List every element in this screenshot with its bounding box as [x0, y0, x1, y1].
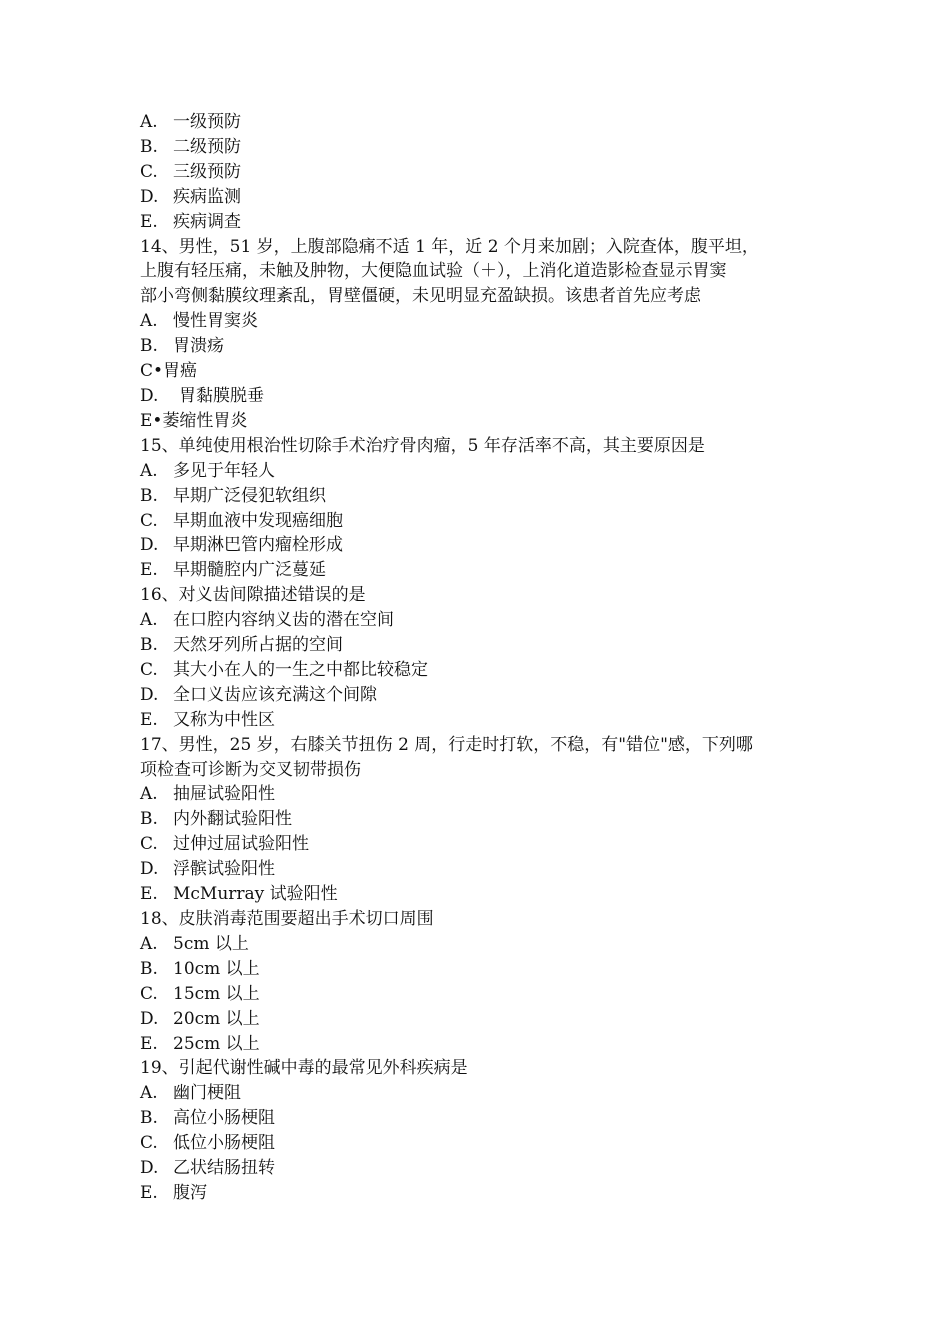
option-a: A. 多见于年轻人: [140, 460, 275, 481]
option-e: E. 又称为中性区: [140, 709, 275, 730]
question-stem: 部小弯侧黏膜纹理紊乱，胃壁僵硬，未见明显充盈缺损。该患者首先应考虑: [140, 286, 701, 307]
option-a: A. 慢性胃窦炎: [140, 311, 258, 332]
option-e: E. 疾病调查: [140, 211, 241, 232]
option-e: E. 25cm 以上: [140, 1033, 260, 1054]
option-c: C. 三级预防: [140, 161, 241, 182]
option-e: E. 早期髓腔内广泛蔓延: [140, 560, 326, 581]
question-stem: 14、男性，51 岁，上腹部隐痛不适 1 年，近 2 个月来加剧；入院查体，腹平坦，: [140, 236, 759, 257]
option-c: C. 其大小在人的一生之中都比较稳定: [140, 659, 428, 680]
option-a: A. 在口腔内容纳义齿的潜在空间: [140, 610, 394, 631]
question-stem: 项检查可诊断为交叉韧带损伤: [140, 759, 361, 780]
question-17: [140, 733, 820, 907]
question-stem: 15、单纯使用根治性切除手术治疗骨肉瘤，5 年存活率不高，其主要原因是: [140, 435, 705, 456]
option-d: D. 疾病监测: [140, 186, 241, 207]
question-stem: 上腹有轻压痛，未触及肿物，大便隐血试验（＋），上消化道造影检查显示胃窦: [140, 261, 727, 282]
option-b: B. 内外翻试验阳性: [140, 809, 292, 830]
option-e: E• 萎缩性胃炎: [140, 410, 248, 431]
option-c: C. 15cm 以上: [140, 983, 260, 1004]
option-b: B. 早期广泛侵犯软组织: [140, 485, 326, 506]
question-stem: 17、男性，25 岁，右膝关节扭伤 2 周，行走时打软，不稳，有"错位"感，下列哪: [140, 734, 753, 755]
option-e: E. 腹泻: [140, 1182, 207, 1203]
option-c: C. 过伸过屈试验阳性: [140, 834, 309, 855]
option-b: B. 二级预防: [140, 136, 241, 157]
option-d: D. 乙状结肠扭转: [140, 1158, 275, 1179]
question-15: [140, 434, 820, 583]
option-a: A. 幽门梗阻: [140, 1083, 241, 1104]
question-14: [140, 235, 820, 434]
question-stem: 16、对义齿间隙描述错误的是: [140, 585, 366, 606]
option-c: C• 胃癌: [140, 361, 198, 382]
option-d: D. 胃黏膜脱垂: [140, 385, 264, 406]
option-a: A. 5cm 以上: [140, 933, 249, 954]
question-19: [140, 1056, 820, 1205]
option-c: C. 低位小肠梗阻: [140, 1133, 275, 1154]
question-18: [140, 907, 820, 1056]
document-page: [140, 110, 820, 1206]
option-d: D. 早期淋巴管内瘤栓形成: [140, 535, 343, 556]
option-b: B. 胃溃疡: [140, 336, 224, 357]
option-a: A. 抽屉试验阳性: [140, 784, 275, 805]
question-stem: 19、引起代谢性碱中毒的最常见外科疾病是: [140, 1058, 468, 1079]
option-d: D. 全口义齿应该充满这个间隙: [140, 684, 377, 705]
option-b: B. 天然牙列所占据的空间: [140, 635, 343, 656]
question-stem: 18、皮肤消毒范围要超出手术切口周围: [140, 909, 434, 929]
question-13-options: [140, 110, 820, 235]
question-16: [140, 583, 820, 732]
option-a: A. 一级预防: [140, 112, 241, 132]
option-e: E. McMurray 试验阳性: [140, 884, 338, 905]
option-c: C. 早期血液中发现癌细胞: [140, 510, 343, 531]
option-b: B. 10cm 以上: [140, 958, 260, 979]
option-d: D. 浮髌试验阳性: [140, 859, 275, 880]
option-b: B. 高位小肠梗阻: [140, 1108, 275, 1129]
option-d: D. 20cm 以上: [140, 1008, 260, 1029]
